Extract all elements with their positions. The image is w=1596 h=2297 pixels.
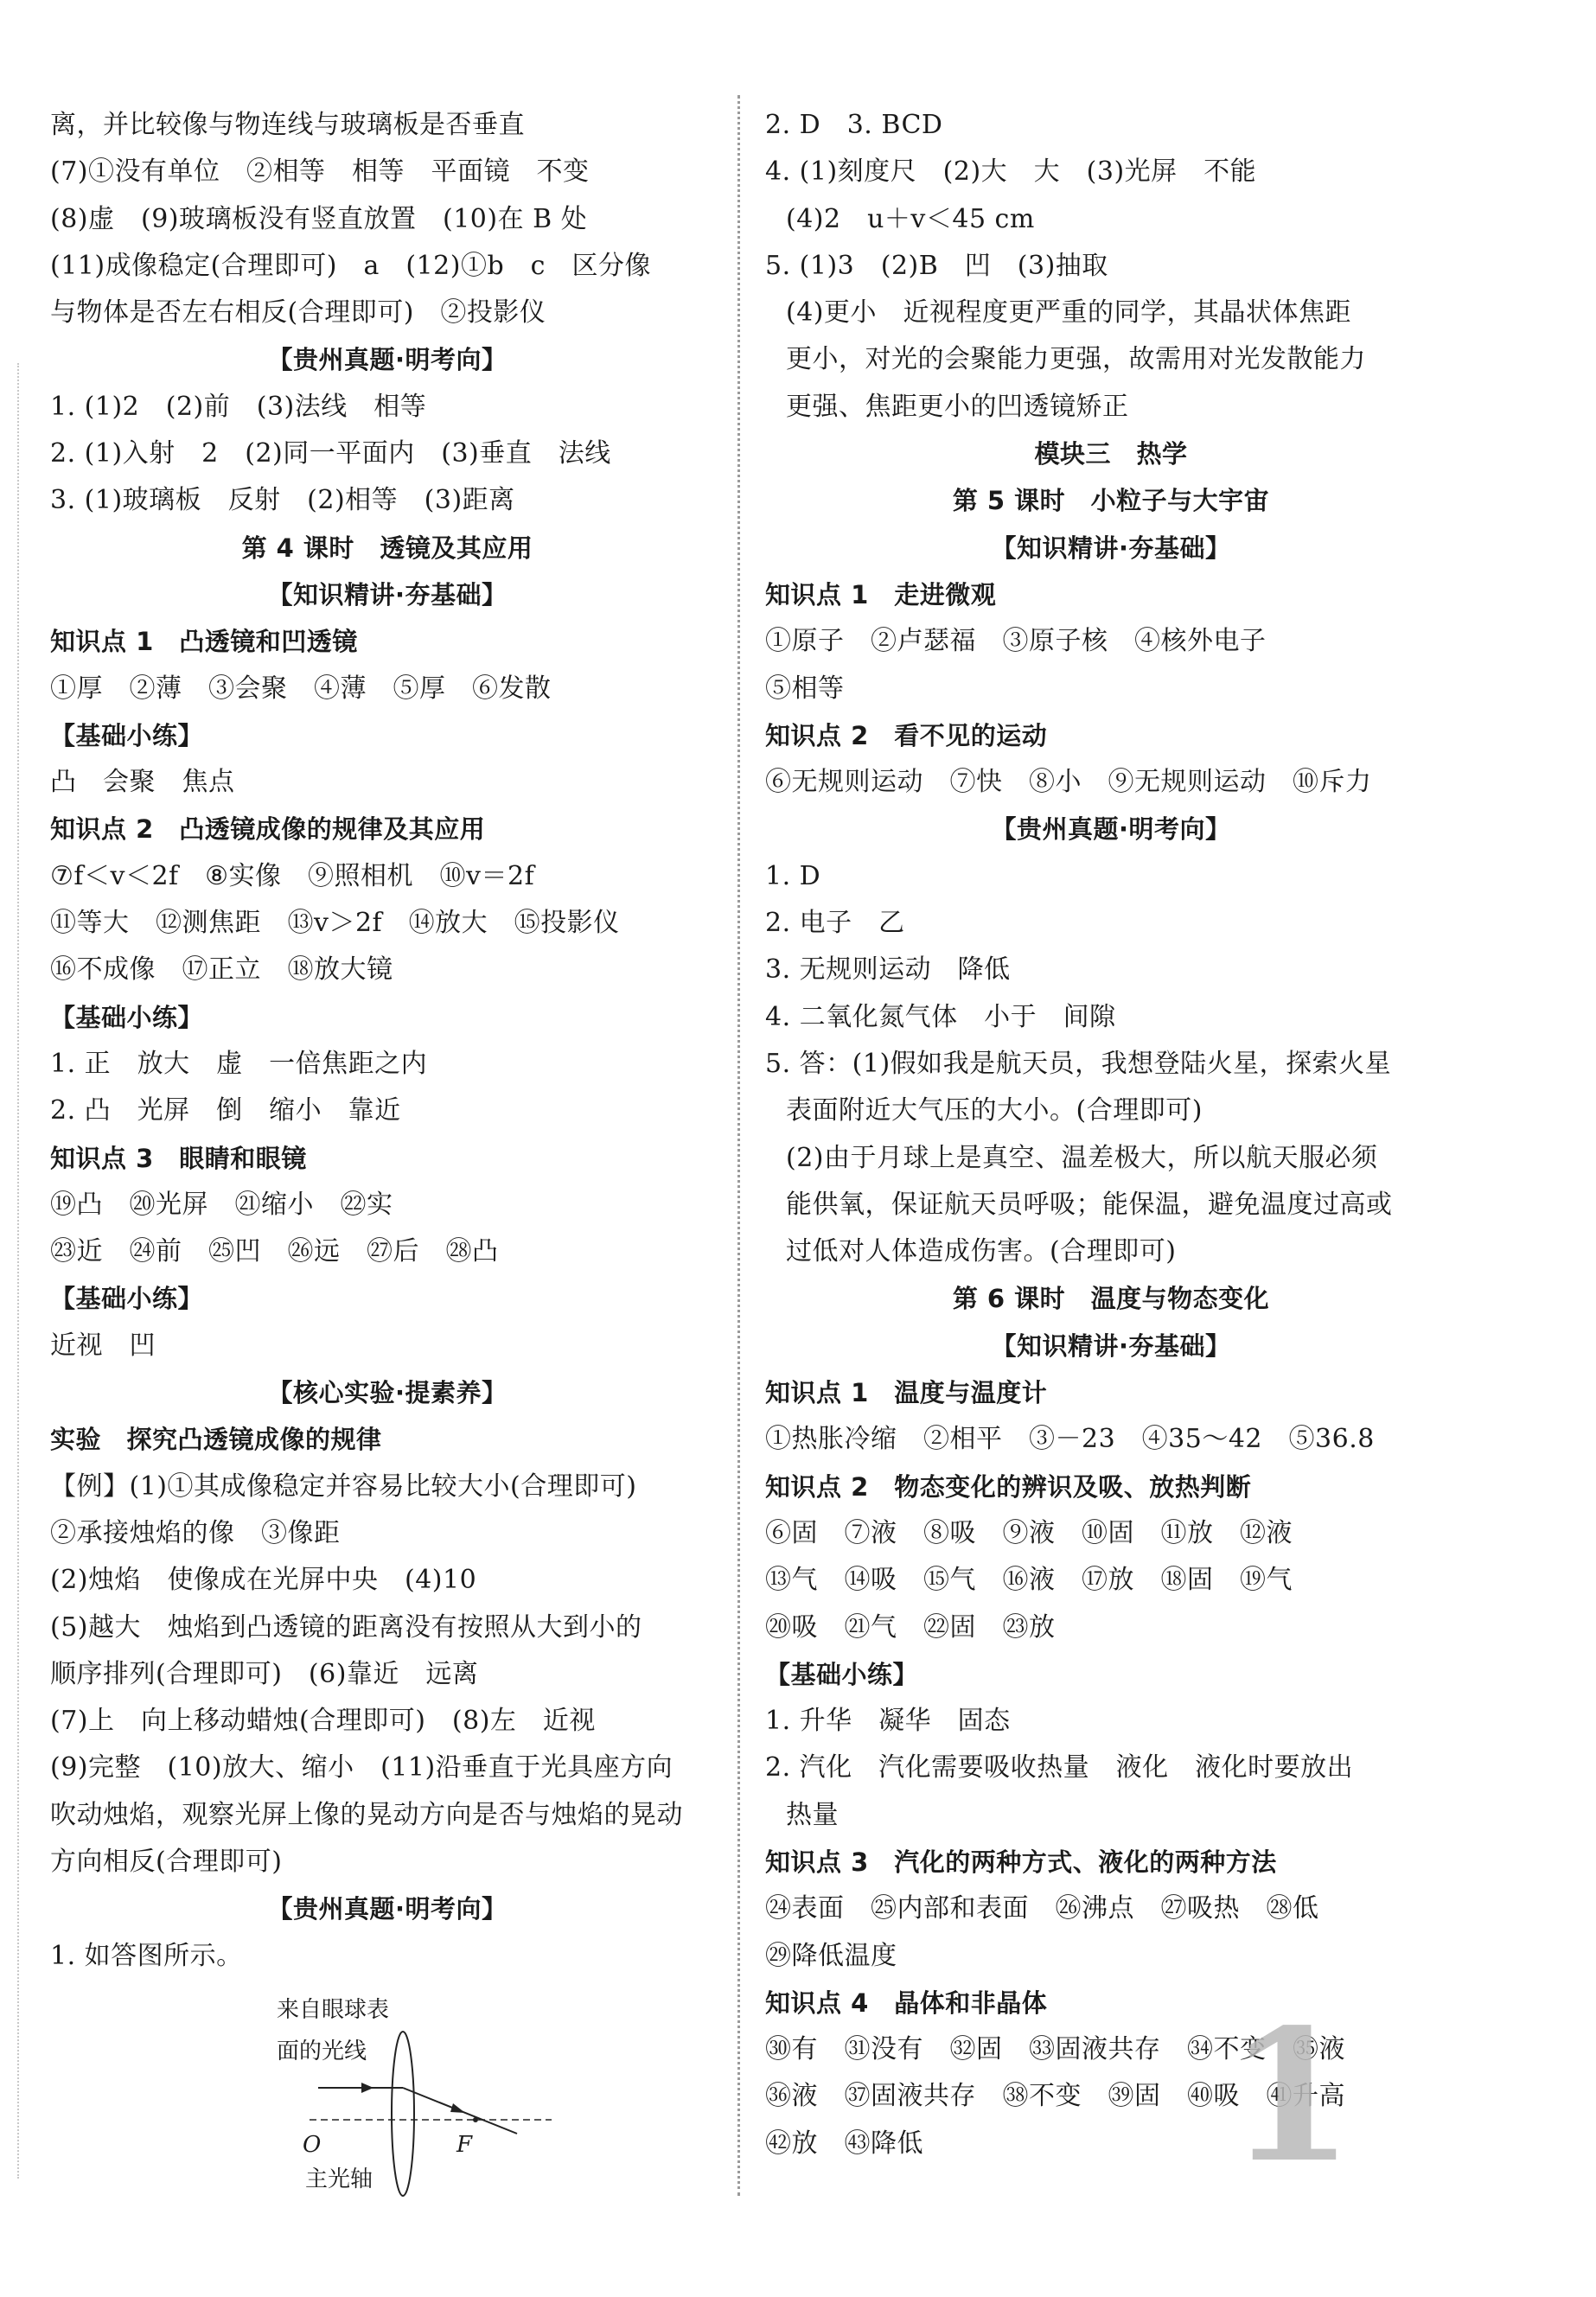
left-column-line: 第 4 课时 透镜及其应用 xyxy=(241,533,533,563)
right-column-line: ㊱液 ㊲固液共存 ㊳不变 ㊴固 ㊵吸 ㊶升高 xyxy=(765,2081,1345,2112)
left-column-line: 【基础小练】 xyxy=(50,720,204,750)
right-column-line: 模块三 热学 xyxy=(1034,439,1188,469)
right-column-line: 【知识精讲·夯基础】 xyxy=(991,1330,1231,1361)
left-column-line: 与物体是否左右相反(合理即可) ②投影仪 xyxy=(50,297,546,329)
convex-lens xyxy=(392,2032,414,2196)
right-column-line: (2)由于月球上是真空、温差极大，所以航天服必须 xyxy=(786,1142,1378,1173)
right-column-line: 【基础小练】 xyxy=(765,1659,919,1689)
left-column-line: ②承接烛焰的像 ③像距 xyxy=(50,1517,341,1548)
right-column-line: 【贵州真题·明考向】 xyxy=(991,814,1231,845)
left-column-line: ㉓近 ㉔前 ㉕凹 ㉖远 ㉗后 ㉘凸 xyxy=(50,1236,499,1267)
left-column-line: 【贵州真题·明考向】 xyxy=(267,1894,508,1924)
left-column-line: 方向相反(合理即可) xyxy=(50,1846,283,1877)
right-column-line: ⑥无规则运动 ⑦快 ⑧小 ⑨无规则运动 ⑩斥力 xyxy=(765,767,1372,798)
left-column-line: 1. 如答图所示。 xyxy=(50,1940,243,1971)
right-column-line: ①热胀冷缩 ②相平 ③－23 ④35～42 ⑤36.8 xyxy=(765,1424,1375,1455)
right-column-line: 第 5 课时 小粒子与大宇宙 xyxy=(952,486,1270,516)
right-column-line: 1. D xyxy=(765,860,821,891)
right-column-line: 知识点 3 汽化的两种方式、液化的两种方法 xyxy=(765,1847,1277,1877)
right-column-line: 知识点 2 物态变化的辨识及吸、放热判断 xyxy=(765,1471,1252,1502)
left-column-line: ⑲凸 ⑳光屏 ㉑缩小 ㉒实 xyxy=(50,1189,393,1220)
right-column-line: 1. 升华 凝华 固态 xyxy=(765,1706,1011,1737)
page-number: 1 xyxy=(1228,1989,1355,2203)
right-column-line: 知识点 2 看不见的运动 xyxy=(765,720,1048,750)
right-column-line: 4. (1)刻度尺 (2)大 大 (3)光屏 不能 xyxy=(765,156,1257,188)
right-column-line: 热量 xyxy=(786,1799,839,1830)
left-column-line: 实验 探究凸透镜成像的规律 xyxy=(50,1425,382,1455)
axis-label: 主光轴 xyxy=(305,2166,373,2192)
right-column-line: 第 6 课时 温度与物态变化 xyxy=(952,1284,1270,1314)
left-column-line: 吹动烛焰，观察光屏上像的晃动方向是否与烛焰的晃动 xyxy=(50,1799,683,1830)
left-column-line: 【知识精讲·夯基础】 xyxy=(267,579,508,609)
right-column-line: 5. 答：(1)假如我是航天员，我想登陆火星，探索火星 xyxy=(765,1048,1392,1079)
right-column-line: (4)2 u＋v＜45 cm xyxy=(786,203,1035,234)
left-column-line: (7)①没有单位 ②相等 相等 平面镜 不变 xyxy=(50,156,590,188)
left-column-line: (8)虚 (9)玻璃板没有竖直放置 (10)在 B 处 xyxy=(50,203,588,234)
left-column-line: 顺序排列(合理即可) (6)靠近 远离 xyxy=(50,1658,479,1689)
left-column-line: ⑪等大 ⑫测焦距 ⑬v＞2f ⑭放大 ⑮投影仪 xyxy=(50,908,620,939)
right-column-line: 2. 汽化 汽化需要吸收热量 液化 液化时要放出 xyxy=(765,1752,1354,1783)
point-o-label: O xyxy=(303,2131,322,2158)
left-column-line: 1. 正 放大 虚 一倍焦距之内 xyxy=(50,1048,428,1079)
left-column-line: 【例】(1)①其成像稳定并容易比较大小(合理即可) xyxy=(50,1471,637,1502)
right-column-line: (4)更小 近视程度更严重的同学，其晶状体焦距 xyxy=(786,297,1351,329)
right-column-line: ⑬气 ⑭吸 ⑮气 ⑯液 ⑰放 ⑱固 ⑲气 xyxy=(765,1565,1293,1596)
column-divider xyxy=(737,95,740,2196)
right-column-line: 5. (1)3 (2)B 凹 (3)抽取 xyxy=(765,250,1108,281)
left-column-line: 【基础小练】 xyxy=(50,1002,204,1032)
refracted-ray-arrow xyxy=(450,2103,465,2113)
left-column-line: 知识点 2 凸透镜成像的规律及其应用 xyxy=(50,814,486,845)
left-column-line: 2. 凸 光屏 倒 缩小 靠近 xyxy=(50,1095,401,1126)
right-column-line: 能供氧，保证航天员呼吸；能保温，避免温度过高或 xyxy=(786,1189,1393,1220)
left-column-line: ⑦f＜v＜2f ⑧实像 ⑨照相机 ⑩v＝2f xyxy=(50,860,535,891)
right-column-line: 2. D 3. BCD xyxy=(765,110,943,140)
left-column-line: (2)烛焰 使像成在光屏中央 (4)10 xyxy=(50,1565,477,1596)
left-column-line: 【核心实验·提素养】 xyxy=(267,1378,508,1408)
left-column-line: 【基础小练】 xyxy=(50,1284,204,1314)
right-column-line: 知识点 4 晶体和非晶体 xyxy=(765,1988,1048,2018)
right-column-line: ㊷放 ㊸降低 xyxy=(765,2128,923,2159)
right-column-line: 知识点 1 温度与温度计 xyxy=(765,1378,1048,1408)
left-column-line: (11)成像稳定(合理即可) a (12)①b c 区分像 xyxy=(50,250,651,281)
left-column-line: 凸 会聚 焦点 xyxy=(50,767,235,798)
right-column-line: 3. 无规则运动 降低 xyxy=(765,954,1011,986)
right-column-line: ㉙降低温度 xyxy=(765,1940,897,1971)
figure-label-line1: 来自眼球表 xyxy=(277,1996,390,2023)
left-column-line: ①厚 ②薄 ③会聚 ④薄 ⑤厚 ⑥发散 xyxy=(50,673,552,704)
incident-ray-arrow xyxy=(361,2083,373,2093)
left-column-line: 知识点 3 眼睛和眼镜 xyxy=(50,1143,307,1173)
left-column-line: 【贵州真题·明考向】 xyxy=(267,345,508,375)
point-f-label: F xyxy=(456,2131,473,2158)
left-column-line: 2. (1)入射 2 (2)同一平面内 (3)垂直 法线 xyxy=(50,438,611,469)
left-column-line: 知识点 1 凸透镜和凹透镜 xyxy=(50,627,358,657)
left-column-line: 3. (1)玻璃板 反射 (2)相等 (3)距离 xyxy=(50,485,515,516)
left-column xyxy=(50,102,725,2204)
right-column-line: 表面附近大气压的大小。(合理即可) xyxy=(786,1095,1203,1126)
right-column-line: 知识点 1 走进微观 xyxy=(765,579,997,609)
right-column-line: ⑳吸 ㉑气 ㉒固 ㉓放 xyxy=(765,1611,1056,1643)
left-column-line: 离，并比较像与物连线与玻璃板是否垂直 xyxy=(50,110,525,140)
left-column-line: (5)越大 烛焰到凸透镜的距离没有按照从大到小的 xyxy=(50,1611,642,1643)
right-column-line: 4. 二氧化氮气体 小于 间隙 xyxy=(765,1001,1116,1032)
right-column-line: ㉚有 ㉛没有 ㉜固 ㉝固液共存 ㉞不变 ㉟液 xyxy=(765,2034,1345,2065)
right-column-line: ⑥固 ⑦液 ⑧吸 ⑨液 ⑩固 ⑪放 ⑫液 xyxy=(765,1517,1293,1548)
left-column-line: 1. (1)2 (2)前 (3)法线 相等 xyxy=(50,391,427,422)
left-column-line: (7)上 向上移动蜡烛(合理即可) (8)左 近视 xyxy=(50,1706,596,1737)
right-column xyxy=(765,102,1457,2167)
right-column-line: 更小，对光的会聚能力更强，故需用对光发散能力 xyxy=(786,344,1366,375)
right-column-line: ㉔表面 ㉕内部和表面 ㉖沸点 ㉗吸热 ㉘低 xyxy=(765,1893,1319,1924)
focal-point-dot xyxy=(473,2117,478,2122)
left-column-line: (9)完整 (10)放大、缩小 (11)沿垂直于光具座方向 xyxy=(50,1752,674,1783)
right-column-line: ⑤相等 xyxy=(765,673,845,704)
page-edge-dots xyxy=(17,363,19,2179)
right-column-line: 更强、焦距更小的凹透镜矫正 xyxy=(786,391,1129,422)
right-column-line: 【知识精讲·夯基础】 xyxy=(991,533,1231,563)
left-column-line: 近视 凹 xyxy=(50,1330,156,1361)
left-column-line: ⑯不成像 ⑰正立 ⑱放大镜 xyxy=(50,954,393,986)
right-column-line: ①原子 ②卢瑟福 ③原子核 ④核外电子 xyxy=(765,626,1267,657)
right-column-line: 过低对人体造成伤害。(合理即可) xyxy=(786,1236,1177,1267)
figure-label-line2: 面的光线 xyxy=(277,2038,367,2064)
right-column-line: 2. 电子 乙 xyxy=(765,908,905,939)
lens-figure xyxy=(50,1980,725,2204)
